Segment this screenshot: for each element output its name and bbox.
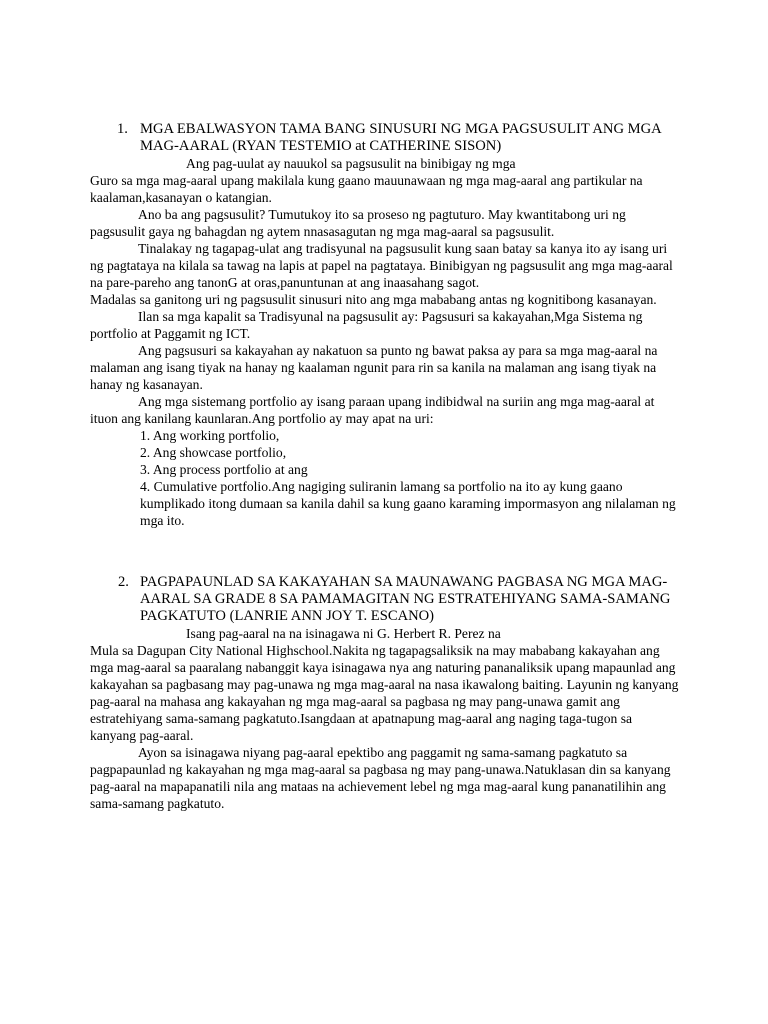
section-1-paragraph-5: Ilan sa mga kapalit sa Tradisyunal na pagsusulit ay: Pagsusuri sa kakayahan,Mga Sistema ng portfolio at Paggamit ng ICT. xyxy=(90,309,643,341)
section-1-paragraph-4: Madalas sa ganitong uri ng pagsusulit sinusuri nito ang mga mababang antas ng kognitibong kasanayan. xyxy=(90,292,657,307)
section-1-number: 1. xyxy=(117,121,128,137)
section-2-number: 2. xyxy=(118,574,129,590)
list-item: 4. Cumulative portfolio.Ang nagiging suliranin lamang sa portfolio na ito ay kung gaano kumplikado itong dumaan sa kanila dahil sa kung gaano karaming impormasyon ang nilalaman ng mga ito. xyxy=(140,479,676,528)
section-1-heading xyxy=(90,121,680,155)
section-2 xyxy=(90,574,680,812)
section-1-title: MGA EBALWASYON TAMA BANG SINUSURI NG MGA PAGSUSULIT ANG MGA MAG-AARAL (RYAN TESTEMIO at CATHERINE SISON) xyxy=(140,121,661,154)
section-1-paragraph-3: Tinalakay ng tagapag-ulat ang tradisyunal na pagsusulit kung saan batay sa kanya ito ay isang uri ng pagtataya na kilala sa tawag na lapis at papel na pagtataya. Binibigyan ng pagsusulit ang mga mag-aaral na pare-pareho ang tanonG at oras,panuntunan at ang inaasahang sagot. xyxy=(90,241,673,290)
section-1 xyxy=(90,121,680,529)
section-2-heading xyxy=(90,574,680,625)
section-2-paragraph-2: Ayon sa isinagawa niyang pag-aaral epektibo ang paggamit ng sama-samang pagkatuto sa pagpapaunlad ng kakayahan ng mga mag-aaral sa pagbasa ng may pang-unawa.Natuklasan din sa kanyang pag-aaral na mapapanatili nila ang mataas na achievement lebel ng mga mag-aaral kung pananatilihin ang sama-samang pagkatuto. xyxy=(90,745,671,811)
list-item: 2. Ang showcase portfolio, xyxy=(140,445,287,460)
portfolio-type-list xyxy=(90,427,680,529)
section-1-opener: Ang pag-uulat ay nauukol sa pagsusulit na binibigay ng mga xyxy=(186,156,516,171)
list-item: 1. Ang working portfolio, xyxy=(140,428,280,443)
list-item: 3. Ang process portfolio at ang xyxy=(140,462,308,477)
section-1-paragraph-6: Ang pagsusuri sa kakayahan ay nakatuon sa punto ng bawat paksa ay para sa mga mag-aaral na malaman ang isang tiyak na hanay ng kaalaman ngunit para rin sa kanila na malaman ang isang tiyak na hanay ng kasanayan. xyxy=(90,343,658,392)
section-1-paragraph-1: Guro sa mga mag-aaral upang makilala kung gaano mauunawaan ng mga mag-aaral ang partikular na kaalaman,kasanayan o katangian. xyxy=(90,173,643,205)
section-2-opener: Isang pag-aaral na na isinagawa ni G. Herbert R. Perez na xyxy=(186,626,501,641)
section-2-paragraph-1: Mula sa Dagupan City National Highschool.Nakita ng tagapagsaliksik na may mababang kakayahan ang mga mag-aaral sa paaralang nabanggit kaya isinagawa nya ang naturing pananaliksik upang mapaunlad ang kakayahan sa pagbasang may pag-unawa ng mga mag-aaral na nasa ikawalong baiting. Layunin ng kanyang pag-aaral na mahasa ang kakayahan ng mga mag-aaral sa pagbasa ng may pang-unawa gamit ang estratehiyang sama-samang pagkatuto.Isangdaan at apatnapung mag-aaral ang naging taga-tugon sa kanyang pag-aaral. xyxy=(90,643,679,743)
section-1-paragraph-7: Ang mga sistemang portfolio ay isang paraan upang indibidwal na suriin ang mga mag-aaral at ituon ang kanilang kaunlaran.Ang portfolio ay may apat na uri: xyxy=(90,394,655,426)
section-1-paragraph-2: Ano ba ang pagsusulit? Tumutukoy ito sa proseso ng pagtuturo. May kwantitabong uri ng pagsusulit gaya ng bahagdan ng aytem nnasasagutan ng mga mag-aaral sa pagsusulit. xyxy=(90,207,626,239)
section-2-title: PAGPAPAUNLAD SA KAKAYAHAN SA MAUNAWANG PAGBASA NG MGA MAG-AARAL SA GRADE 8 SA PAMAMAGITAN NG ESTRATEHIYANG SAMA-SAMANG PAGKATUTO (LANRIE ANN JOY T. ESCANO) xyxy=(140,574,671,624)
